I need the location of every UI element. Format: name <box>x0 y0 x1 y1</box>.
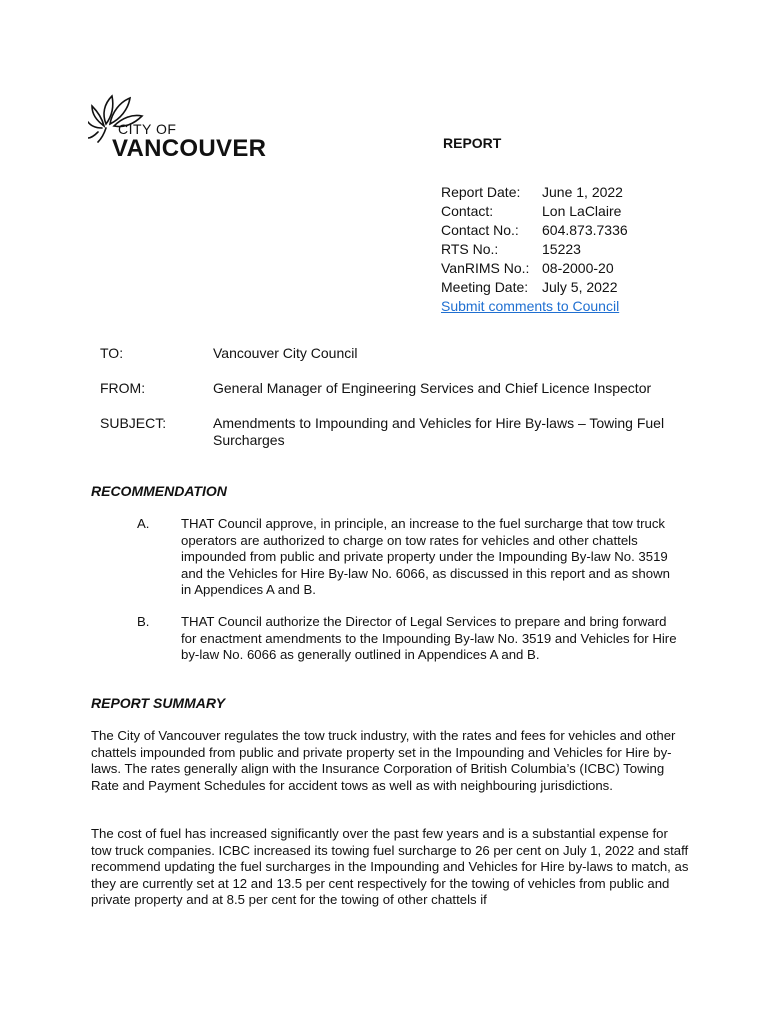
meta-value: Lon LaClaire <box>542 203 622 219</box>
recommendation-text: THAT Council approve, in principle, an increase to the fuel surcharge that tow truck operators are authorized to charge on tow rates for vehicles and other chattels impounded from public and private property under the Impounding By-law No. 3519 and the Vehicles for Hire By-law No. 6066, as discussed in this report and as shown in Appendices A and B. <box>181 516 670 598</box>
from-label: FROM: <box>100 380 146 396</box>
recommendation-heading: RECOMMENDATION <box>91 483 227 499</box>
logo-vancouver-text: VANCOUVER <box>112 135 267 162</box>
recommendation-letter: A. <box>137 516 150 531</box>
to-value: Vancouver City Council <box>213 345 358 361</box>
report-metadata <box>441 183 628 316</box>
meta-row-vanrims-no <box>441 259 628 278</box>
logo-city-of-text: CITY OF <box>118 121 177 137</box>
recommendation-item-a <box>137 516 677 599</box>
meta-label: Report Date: <box>441 184 521 200</box>
meta-label: VanRIMS No.: <box>441 260 530 276</box>
recommendation-text: THAT Council authorize the Director of Legal Services to prepare and bring forward for enactment amendments to the Impounding By-law No. 3519 and Vehicles for Hire by-law No. 6066 as generally outlined in Appendices A and B. <box>181 614 677 663</box>
meta-row-meeting-date <box>441 278 628 297</box>
recommendation-item-b <box>137 614 677 664</box>
meta-label: Contact No.: <box>441 222 519 238</box>
meta-row-contact <box>441 202 628 221</box>
city-of-vancouver-logo <box>88 88 278 168</box>
meta-row-report-date <box>441 183 628 202</box>
summary-paragraph: The City of Vancouver regulates the tow truck industry, with the rates and fees for vehicles and other chattels impounded from public and private property set in the Impounding and Vehicles for Hire by-laws. The rates generally align with the Insurance Corporation of British Columbia’s (ICBC) Towing Rate and Payment Schedules for accident tows as well as with neighbouring jurisdictions. <box>91 728 676 793</box>
meta-value: June 1, 2022 <box>542 184 623 200</box>
meta-label: Meeting Date: <box>441 279 529 295</box>
report-summary-heading: REPORT SUMMARY <box>91 695 226 711</box>
to-label: TO: <box>100 345 124 361</box>
meta-row-rts-no <box>441 240 628 259</box>
recommendation-letter: B. <box>137 614 150 629</box>
from-value: General Manager of Engineering Services and Chief Licence Inspector <box>213 380 652 396</box>
meta-label: RTS No.: <box>441 241 499 257</box>
meta-value: 08-2000-20 <box>542 260 614 276</box>
subject-label: SUBJECT: <box>100 415 167 431</box>
meta-value: July 5, 2022 <box>542 279 618 295</box>
meta-row-contact-no <box>441 221 628 240</box>
summary-paragraph: The cost of fuel has increased significantly over the past few years and is a substantial expense for tow truck companies. ICBC increased its towing fuel surcharge to 26 per cent on July 1, 2022 and staff recommend updating the fuel surcharges in the Impounding and Vehicles for Hire by-laws to match, as they are currently set at 12 and 13.5 per cent respectively for the towing of vehicles from public and private property and at 8.5 per cent for the towing of other chattels if <box>91 826 689 908</box>
subject-value: Amendments to Impounding and Vehicles for Hire By-laws – Towing Fuel Surcharges <box>213 415 665 448</box>
meta-value: 604.873.7336 <box>542 222 628 238</box>
report-title: REPORT <box>443 135 502 151</box>
meta-value: 15223 <box>542 241 581 257</box>
meta-label: Contact: <box>441 203 494 219</box>
submit-comments-link[interactable]: Submit comments to Council <box>441 298 620 314</box>
